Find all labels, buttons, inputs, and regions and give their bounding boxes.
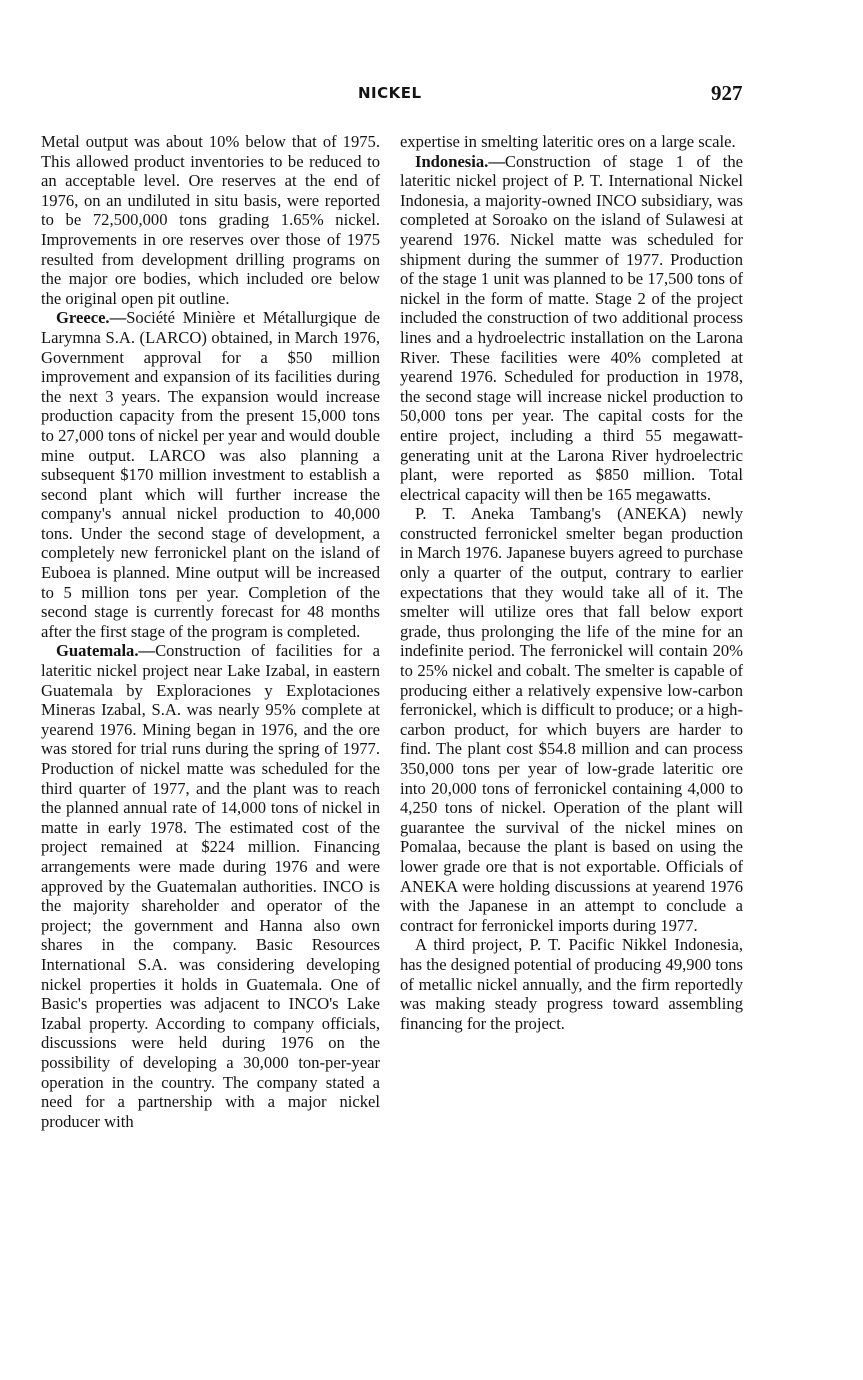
greece-text: Société Minière et Métallurgique de Larymna S.A. (LARCO) obtained, in March 1976, Government approval for a $50 million improvement and expansion of its facilities during the next 3 years. The expansion would increase production capacity from the present 15,000 tons to 27,000 tons of nickel per year and would double mine output. LARCO was also planning a subsequent $170 million investment to establish a second plant which will further increase the company's annual nickel production to 40,000 tons. Under the second stage of development, a completely new ferronickel plant on the island of Euboea is planned. Mine output will be increased to 5 million tons per year. Completion of the second stage is currently forecast for 48 months after the first stage of the program is completed.	[41, 308, 380, 641]
left-column	[41, 132, 380, 1131]
paragraph-indonesia	[400, 152, 743, 505]
section-heading-indonesia: Indonesia.—	[415, 151, 505, 171]
guatemala-text: Construction of facilities for a lateritic nickel project near Lake Izabal, in eastern Guatemala by Exploraciones y Explotaciones Mineras Izabal, S.A. was nearly 95% complete at yearend 1976. Mining began in 1976, and the ore was stored for trial runs during the spring of 1977. Production of nickel matte was scheduled for the third quarter of 1977, and the plant was to reach the planned annual rate of 14,000 tons of nickel in matte in early 1978. The estimated cost of the project remained at $224 million. Financing arrangements were made during 1976 and were approved by the Guatemalan authorities. INCO is the majority shareholder and operator of the project; the government and Hanna also own shares in the company. Basic Resources International S.A. was considering developing nickel properties it holds in Guatemala. One of Basic's properties was adjacent to INCO's Lake Izabal property. According to company officials, discussions were held during 1976 on the possibility of developing a 30,000 ton-per-year operation in the country. The company stated a need for a partnership with a major nickel producer with	[41, 641, 380, 1131]
paragraph-ore-reserves: Metal output was about 10% below that of 1975. This allowed product inventories to be reduced to an acceptable level. Ore reserves at the end of 1976, on an undiluted in situ basis, were reported to be 72,500,000 tons grading 1.65% nickel. Improvements in ore reserves over those of 1975 resulted from development drilling programs on the major ore bodies, which included ore below the original open pit outline.	[41, 132, 380, 308]
paragraph-pacific-nikkel: A third project, P. T. Pacific Nikkel Indonesia, has the designed potential of producing 49,900 tons of metallic nickel annually, and the firm reportedly was making steady progress toward assembling financing for the project.	[400, 935, 743, 1033]
paragraph-aneka: P. T. Aneka Tambang's (ANEKA) newly constructed ferronickel smelter began production in March 1976. Japanese buyers agreed to purchase only a quarter of the output, contrary to earlier expectations that they would take all of it. The smelter will utilize ores that fall below export grade, thus prolonging the life of the mine for an indefinite period. The ferronickel will contain 20% to 25% nickel and cobalt. The smelter is capable of producing either a relatively expensive low-carbon ferronickel, which is difficult to produce; or a high-carbon product, for which buyers are harder to find. The plant cost $54.8 million and can process 350,000 tons per year of low-grade lateritic ore into 20,000 tons of ferronickel containing 4,000 to 4,250 tons of nickel. Operation of the plant will guarantee the survival of the nickel mines on Pomalaa, because the plant is based on using the lower grade ore that is not exportable. Officials of ANEKA were holding discussions at yearend 1976 with the Japanese in an attempt to conclude a contract for ferronickel imports during 1977.	[400, 504, 743, 935]
running-head	[0, 81, 863, 108]
running-title: NICKEL	[358, 84, 422, 102]
paragraph-guatemala	[41, 641, 380, 1131]
section-heading-guatemala: Guatemala.—	[56, 641, 156, 661]
right-column	[400, 132, 743, 1033]
page-number: 927	[711, 81, 743, 105]
section-heading-greece: Greece.—	[56, 308, 127, 328]
paragraph-greece	[41, 308, 380, 641]
paragraph-continuation: expertise in smelting lateritic ores on a large scale.	[400, 132, 736, 151]
indonesia-text: Construction of stage 1 of the lateritic nickel project of P. T. International Nickel Indonesia, a majority-owned INCO subsidiary, was completed at Soroako on the island of Sulawesi at yearend 1976. Nickel matte was scheduled for shipment during the summer of 1977. Production of the stage 1 unit was planned to be 17,500 tons of nickel in the form of matte. Stage 2 of the project included the construction of two additional process lines and a hydroelectric installation on the Larona River. These facilities were 40% completed at yearend 1976. Scheduled for production in 1978, the second stage will increase nickel production to 50,000 tons per year. The capital costs for the entire project, including a third 55 megawatt-generating unit at the Larona River hydroelectric plant, were reported as $850 million. Total electrical capacity will then be 165 megawatts.	[400, 151, 743, 504]
